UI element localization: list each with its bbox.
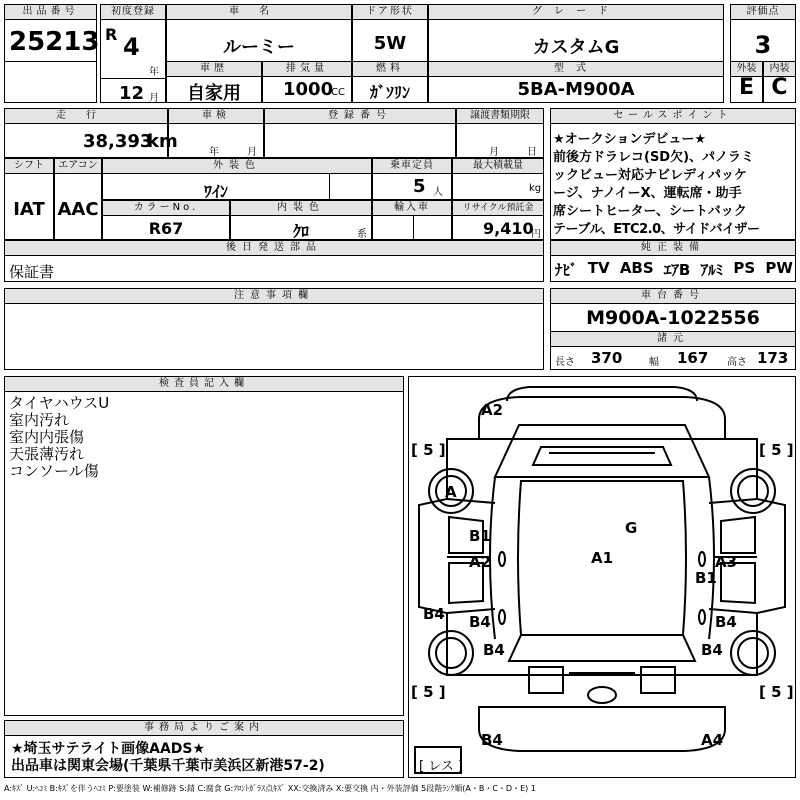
later-parts-label: 後日発送部品 bbox=[5, 241, 543, 256]
year-num: 4 bbox=[123, 33, 140, 61]
interior-box bbox=[763, 61, 796, 103]
insp-month-unit: 月 bbox=[247, 147, 257, 158]
legend: A:ｷｽﾞ U:ﾍｺﾐ B:ｷｽﾞを伴うﾍｺﾐ P:要塗装 W:補修跡 S:錆 C:腐食 G:ﾌﾛﾝﾄｶﾞﾗｽ点ｷｽﾞ XX:交換済み X:要交換 内・外装評価 5段階ﾗﾝｸ順(A・B・C・D・E) 1 bbox=[4, 784, 536, 793]
inspector-line: 室内内張傷 bbox=[9, 428, 85, 446]
notes-box bbox=[4, 288, 544, 370]
grade-label: グレード bbox=[429, 5, 723, 20]
lot-label: 出品番号 bbox=[5, 5, 96, 20]
office-line: 出品車は関東会場(千葉県千葉市美浜区新港57-2) bbox=[11, 758, 325, 774]
history-label: 車歴 bbox=[167, 62, 261, 77]
equip-nav: ﾅﾋﾞ bbox=[555, 261, 578, 279]
equip-abs: ABS bbox=[619, 259, 654, 277]
capacity: 5 bbox=[413, 176, 426, 197]
recycle: 9,410 bbox=[483, 219, 534, 238]
int-color-unit: 系 bbox=[357, 229, 367, 240]
grade-box bbox=[428, 4, 724, 62]
interior-grade: C bbox=[771, 75, 788, 100]
name-label: 車名 bbox=[167, 5, 351, 20]
color-no-label: カラーNo. bbox=[103, 201, 229, 216]
sales-point-text bbox=[553, 131, 795, 239]
spare-tire-label: [ レス ] bbox=[419, 759, 464, 774]
office-box bbox=[4, 720, 404, 778]
inspector-box bbox=[4, 376, 404, 716]
sales-line: ージ、ナノイーX、運転席・助手 bbox=[553, 186, 742, 201]
plate-label: 登録番号 bbox=[265, 109, 455, 124]
sales-line: テーブル、ETC2.0、サイドバイザー bbox=[553, 222, 760, 237]
recycle-box bbox=[452, 200, 544, 240]
tire-tread-fr: [ 5 ] bbox=[759, 441, 794, 459]
score-label: 評価点 bbox=[731, 5, 795, 20]
month-num: 12 bbox=[119, 83, 145, 104]
equip-tv: TV bbox=[587, 259, 610, 277]
capacity-unit: 人 bbox=[433, 187, 443, 198]
int-color-label: 内装色 bbox=[231, 201, 371, 216]
model: 5BA-M900A bbox=[517, 79, 635, 100]
mark-right-low-b4: B4 bbox=[701, 641, 723, 659]
plate-box bbox=[264, 108, 456, 158]
interior-label: 内装 bbox=[764, 62, 795, 77]
ac-box bbox=[54, 158, 102, 240]
load-unit: kg bbox=[529, 183, 542, 194]
equip-airbag: ｴｱB bbox=[663, 261, 691, 279]
equipment-box bbox=[550, 240, 796, 282]
color-label: 外装色 bbox=[103, 159, 371, 174]
import-label: 輸入車 bbox=[373, 201, 451, 216]
shift-label: シフト bbox=[5, 159, 53, 174]
car-outline bbox=[409, 377, 795, 777]
later-parts-box bbox=[4, 240, 544, 282]
recycle-label: リサイクル預託金 bbox=[453, 201, 543, 216]
import-box bbox=[372, 200, 452, 240]
era: R bbox=[105, 25, 118, 44]
sales-line: 席シートヒーター、シートバック bbox=[553, 204, 747, 219]
transfer-label: 譲渡書類期限 bbox=[457, 109, 543, 124]
displacement-label: 排気量 bbox=[263, 62, 351, 77]
mark-left-b1: B1 bbox=[469, 527, 491, 545]
year-unit: 年 bbox=[149, 67, 159, 78]
equip-ps: PS bbox=[733, 259, 756, 277]
width-label: 幅 bbox=[649, 357, 659, 368]
door-box bbox=[352, 4, 428, 62]
height-label: 高さ bbox=[727, 357, 747, 368]
history: 自家用 bbox=[187, 83, 241, 104]
inspector-notes bbox=[9, 395, 109, 480]
sales-point-label: セールスポイント bbox=[551, 109, 795, 124]
transfer-month-unit: 月 bbox=[489, 147, 499, 158]
mark-left-a2: A2 bbox=[469, 553, 492, 571]
sales-point-box bbox=[550, 108, 796, 240]
office-label: 事務局よりご案内 bbox=[5, 721, 403, 736]
mark-rear-b4: B4 bbox=[481, 731, 503, 749]
name-box bbox=[166, 4, 352, 62]
exterior-grade: E bbox=[738, 75, 755, 100]
later-parts-value: 保証書 bbox=[9, 263, 55, 281]
first-reg-label: 初度登録 bbox=[101, 5, 165, 20]
grade: カスタムG bbox=[532, 37, 620, 58]
damage-diagram bbox=[408, 376, 796, 778]
fuel-box bbox=[352, 61, 428, 103]
mark-right-b1: B1 bbox=[695, 569, 717, 587]
car-name: ルーミー bbox=[223, 37, 295, 58]
transfer-day-unit: 日 bbox=[527, 147, 537, 158]
int-color: ｸﾛ bbox=[292, 222, 309, 241]
displacement-unit: CC bbox=[331, 87, 345, 98]
mark-rear-a4: A4 bbox=[701, 731, 724, 749]
inspector-label: 検査員記入欄 bbox=[5, 377, 403, 392]
office-text bbox=[11, 741, 325, 775]
displacement: 1000 bbox=[283, 79, 334, 100]
shift-box bbox=[4, 158, 54, 240]
color-box bbox=[102, 158, 372, 200]
sales-line: ★オークションデビュー★ bbox=[553, 132, 707, 147]
ac: AAC bbox=[57, 199, 99, 220]
exterior-box bbox=[730, 61, 763, 103]
inspector-line: コンソール傷 bbox=[9, 462, 99, 480]
equipment-label: 純正装備 bbox=[551, 241, 795, 256]
month-unit: 月 bbox=[149, 93, 159, 104]
inspector-line: タイヤハウスU bbox=[9, 394, 110, 412]
color-no-box bbox=[102, 200, 230, 240]
door-label: ドア形状 bbox=[353, 5, 427, 20]
mark-right-door-b4: B4 bbox=[715, 613, 737, 631]
length-label: 長さ bbox=[555, 357, 575, 368]
inspection-label: 車検 bbox=[169, 109, 263, 124]
lot-number: 25213 bbox=[9, 27, 100, 57]
mileage-box bbox=[4, 108, 178, 158]
mark-left-side-b4: B4 bbox=[423, 605, 445, 623]
score-box bbox=[730, 4, 796, 62]
tire-tread-rl: [ 5 ] bbox=[411, 683, 446, 701]
model-box bbox=[428, 61, 724, 103]
color-no: R67 bbox=[148, 219, 184, 238]
transfer-box bbox=[456, 108, 544, 158]
mark-right-a3: A3 bbox=[715, 553, 738, 571]
sales-line: 前後方ドラレコ(SD欠)、パノラミ bbox=[553, 150, 755, 165]
mark-roof-g: G bbox=[625, 519, 638, 537]
lot-box-lower bbox=[4, 61, 97, 103]
length: 370 bbox=[591, 349, 623, 367]
equip-pw: PW bbox=[765, 259, 793, 277]
int-color-box bbox=[230, 200, 372, 240]
width: 167 bbox=[677, 349, 709, 367]
history-box bbox=[166, 61, 262, 103]
inspection-box bbox=[168, 108, 264, 158]
mark-left-door-b4: B4 bbox=[469, 613, 491, 631]
score: 3 bbox=[754, 31, 772, 59]
lot-box bbox=[4, 4, 100, 62]
ac-label: エアコン bbox=[55, 159, 101, 174]
recycle-unit: 円 bbox=[531, 229, 541, 240]
inspector-line: 室内汚れ bbox=[9, 411, 70, 429]
fuel: ｶﾞｿﾘﾝ bbox=[369, 83, 410, 102]
load-label: 最大積載量 bbox=[453, 159, 543, 174]
shift: IAT bbox=[13, 199, 45, 220]
load-box bbox=[452, 158, 544, 200]
exterior-label: 外装 bbox=[731, 62, 762, 77]
equip-alloy: ｱﾙﾐ bbox=[700, 261, 724, 279]
mileage-label: 走行 bbox=[5, 109, 167, 124]
chassis-number: M900A-1022556 bbox=[586, 307, 760, 329]
capacity-box bbox=[372, 158, 452, 200]
color: ﾜｲﾝ bbox=[203, 182, 228, 201]
insp-year-unit: 年 bbox=[209, 147, 219, 158]
capacity-label: 乗車定員 bbox=[373, 159, 451, 174]
fuel-label: 燃料 bbox=[353, 62, 427, 77]
first-reg-box bbox=[100, 4, 166, 103]
chassis-label: 車台番号 bbox=[551, 289, 795, 304]
notes-label: 注意事項欄 bbox=[5, 289, 543, 304]
office-line: ★埼玉サテライト画像AADS★ bbox=[11, 741, 206, 757]
equipment-list bbox=[555, 259, 793, 280]
tire-tread-rr: [ 5 ] bbox=[759, 683, 794, 701]
mark-left-front-tire: A bbox=[445, 483, 457, 501]
mark-left-low-b4: B4 bbox=[483, 641, 505, 659]
tire-tread-fl: [ 5 ] bbox=[411, 441, 446, 459]
height: 173 bbox=[757, 349, 789, 367]
mileage: 38,393 bbox=[83, 131, 153, 152]
mark-front-bumper: A2 bbox=[481, 401, 504, 419]
spec-label: 諸元 bbox=[551, 331, 795, 347]
inspector-line: 天張薄汚れ bbox=[9, 445, 85, 463]
sales-line: ックビュー対応ナビレディパッケ bbox=[553, 168, 747, 183]
chassis-box bbox=[550, 288, 796, 370]
door-type: 5W bbox=[373, 33, 407, 54]
displacement-box bbox=[262, 61, 352, 103]
mark-roof-a1: A1 bbox=[591, 549, 614, 567]
model-label: 型式 bbox=[429, 62, 723, 77]
mileage-unit: km bbox=[147, 131, 178, 152]
